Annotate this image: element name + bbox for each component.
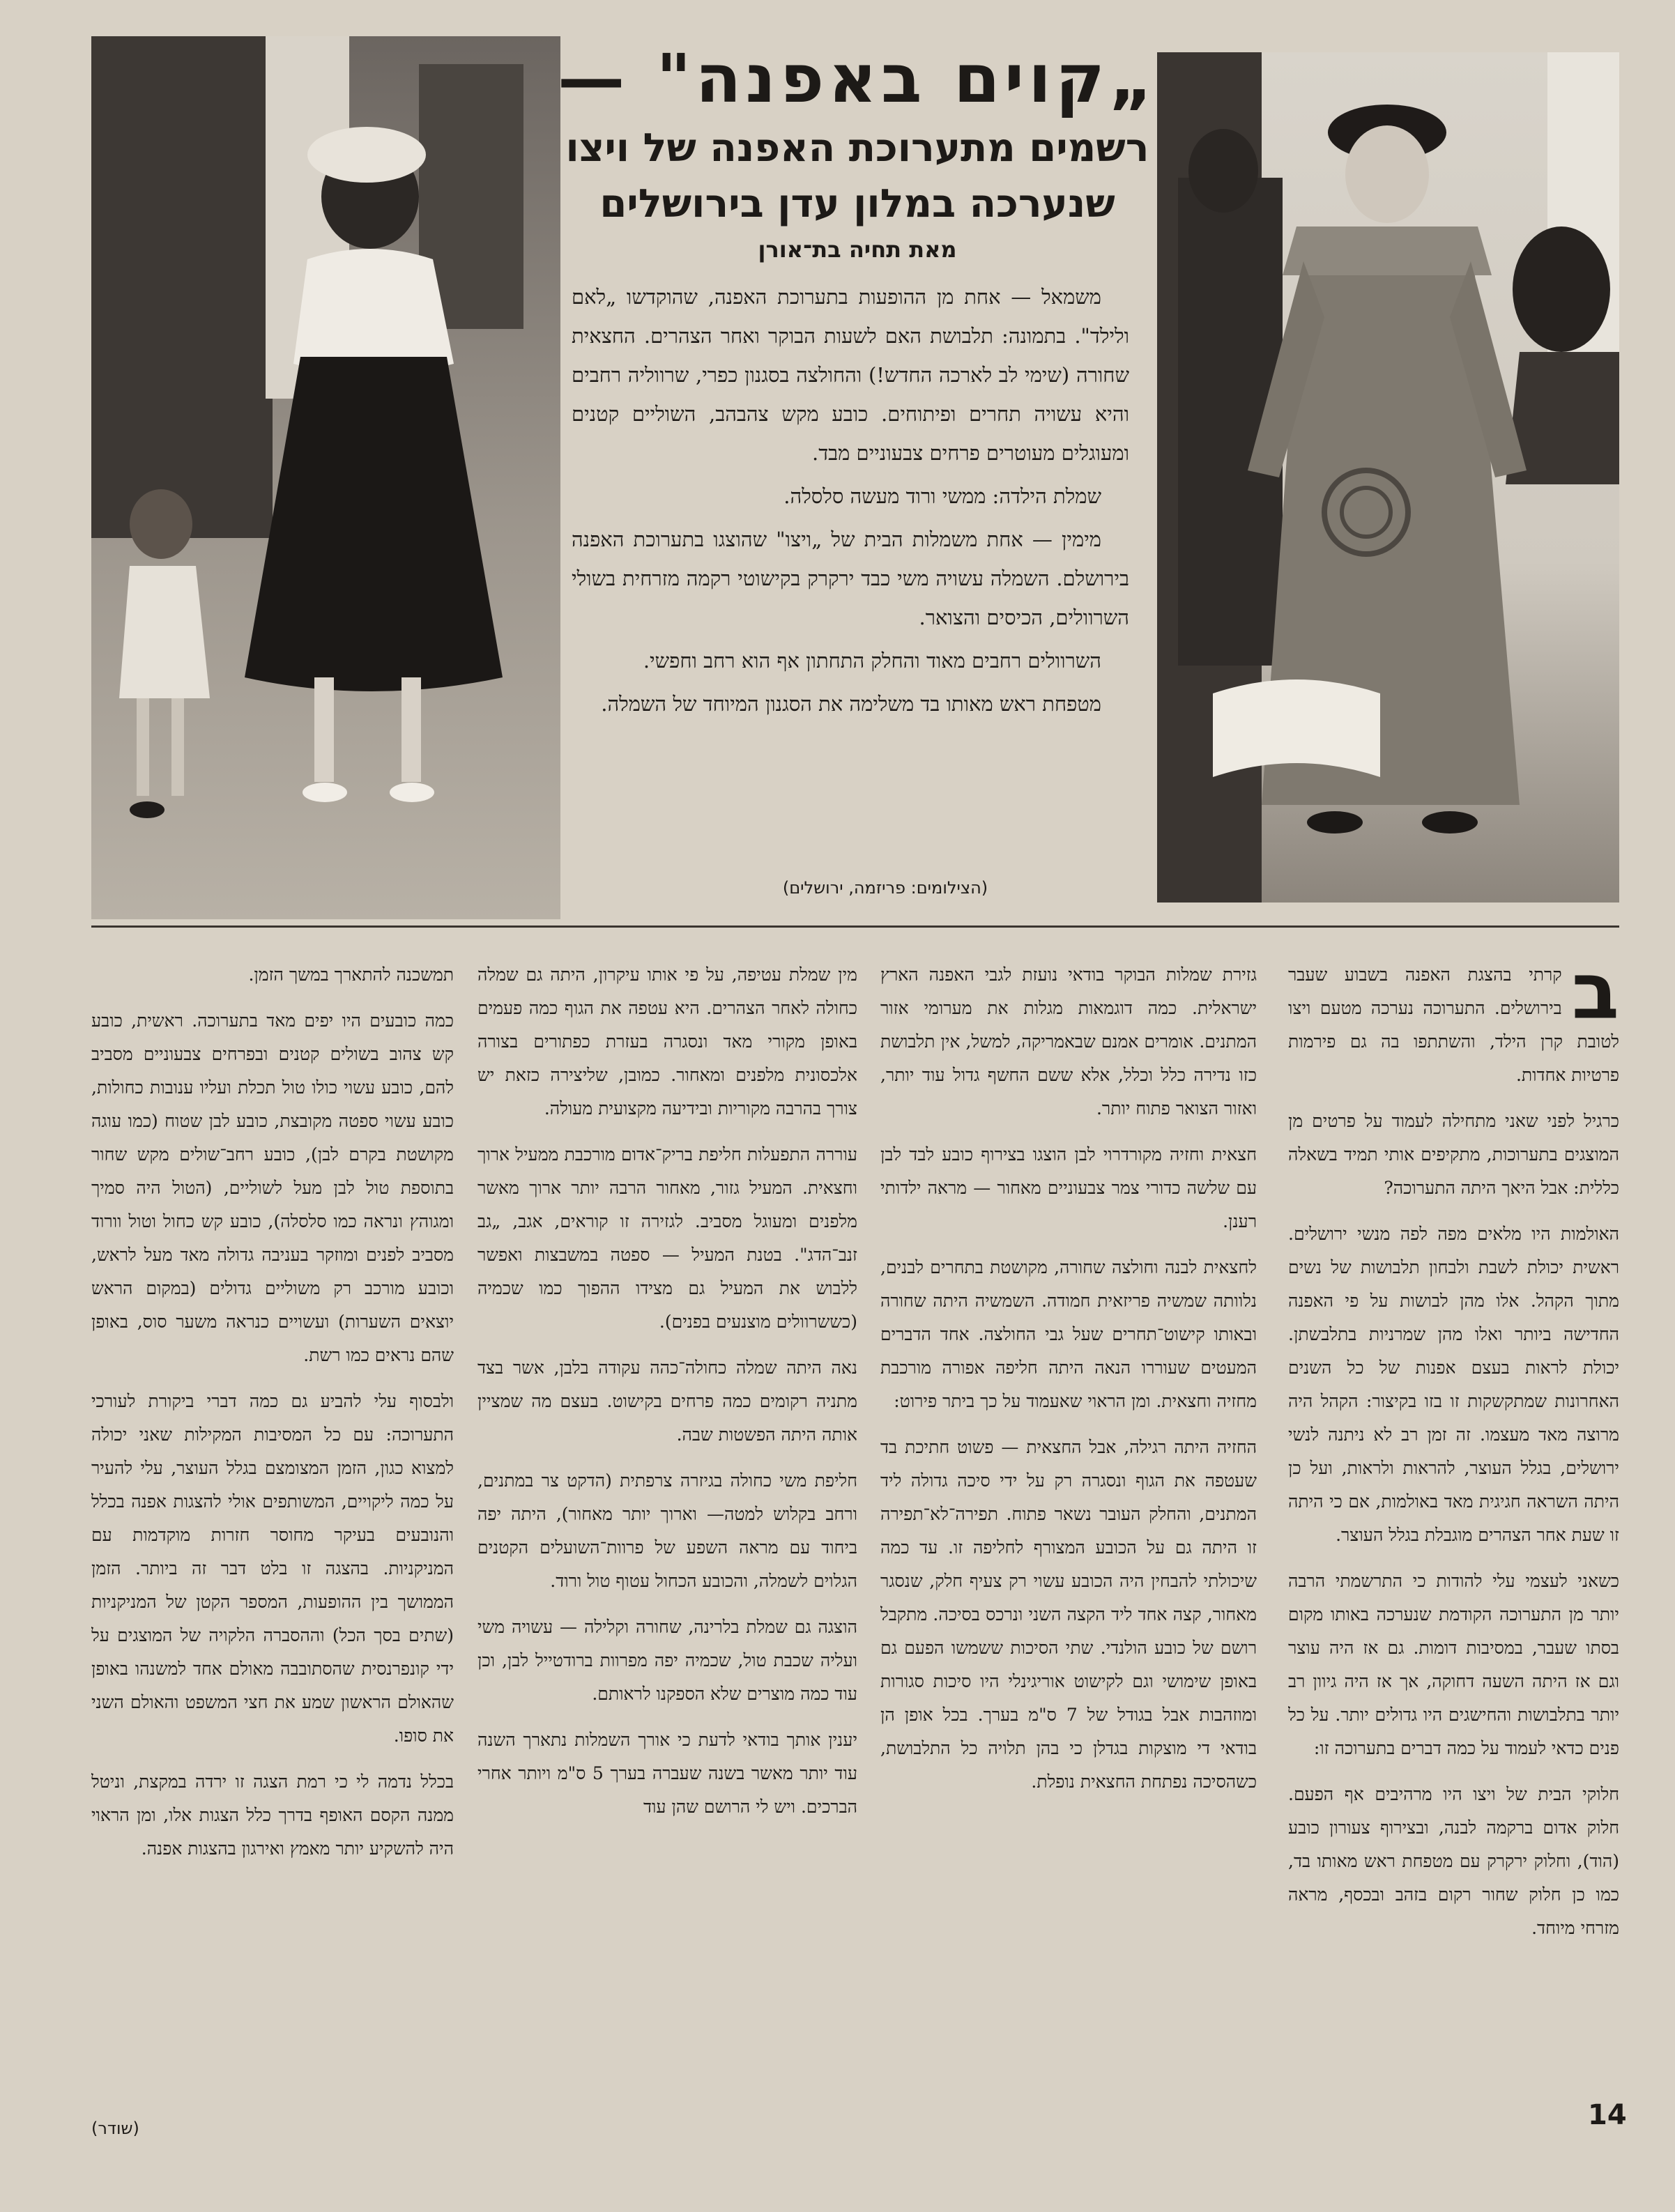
text-column-4 [91,958,454,2136]
body-paragraph: כמה כובעים היו יפים מאד בתערוכה. ראשית, כובע קש צהוב בשולים קטנים ובפרחים צבעוניים מסביב להם, כובע עשוי כולו טול תכלת ועליו ענובות כחולות, כובע עשוי ספטה מקובצת, כובע לבן שטוח (כמו עוגה מקושטת בקרם לבן), כובע רחב־שולים מקש שחור בתוספת טול לבן מעל לשוליים, (הטול היה סמיך ומגוהץ ונראה כמו סלסלה), כובע קש כחול וטול וורוד מסביב לפנים ומוזקר בעניבה גדולה מאד מעל לראש, וכובע מורכב רק משוליים גדולים (במקום הראש יוצאים השערות) ועשויים כנראה משער סוס, באופן שהם נראים כמו רשת. [91,1011,454,1365]
drop-cap: ב [1571,958,1619,1037]
body-paragraph: חליפת משי כחולה בגיזרה צרפתית (הדקט צר במתנים, ורחב בקלוש למטה— וארוך יותר מאחור), היתה יפה ביחוד עם מראה השפע של פרוות־השועלים הקטנים הגלוים לשמלה, והכובע הכחול עטוף טול ורוד. [477,1470,857,1591]
photo-credit: (הצילומים: פריזמה, ירושלים) [782,878,988,898]
photo-captions [572,277,1129,728]
article-subtitle-line-2: שנערכה במלון עדן בירושלים [599,181,1115,226]
text-column-1 [1288,958,1619,2136]
body-paragraph: חצאית וחזיה מקורדרוי לבן הוצגו בצירוף כובע לבד לבן עם שלשה כדורי צמר צבעוניים מאחור — מראה ילדותי רענן. [880,1144,1257,1231]
caption-paragraph: שמלת הילדה: ממשי ורוד מעשה סלסלה. [783,484,1101,508]
caption-paragraph: מימין — אחת משמלות הבית של „ויצו" שהוצגו בתערוכת האפנה בירושלם. השמלה עשויה משי כבד ירקרק בקישוטי רקמה מזרחית בשולי השרוולים, הכיסים והצואר. [572,528,1129,629]
body-paragraph: האולמות היו מלאים מפה לפה מנשי ירושלים. ראשית יכולת לשבת ולבחון תלבושות של נשים מתוך הקהל. אלו מהן לבושות על פי האפנה החדישה ביותר ואלו מהן שמרניות בתלבשתן. יכולת לראות בעצם אפנות של כל השנים האחרונות שמתקשקות זו בזו בקיצור: הקהל היה מרוצה מאד מעצמו. זה זמן רב לא ניתנה לנשי ירושלים, בגלל העוצר, להראות ולראות, ועל כן היתה השראה חגיגית מאד באולמות, אם כי היתה זו שעת אחר הצהרים מוגבלת בגלל העוצר. [1288,1224,1619,1545]
text-column-2 [880,958,1257,2136]
body-paragraph: החזיה היתה רגילה, אבל החצאית — פשוט חתיכת בד שעטפה את הגוף ונסגרה רק על ידי סיכה גדולה ליד המתנים, והחלק העובר נשאר פתוח. תפירה־לא־תפירה זו היתה גם על הכובע המצורף לחליפה זו. עד כמה שיכולתי להבחין היה הכובע עשוי רק צעיף חלק, שנסגר מאחור, קצה אחד ליד הקצה השני ונרכס בסיכה. מתקבל רושם של כובע הולנדי. שתי הסיכות ששמשו הפעם גם באופן שימושי וגם לקישוט אוריגינלי היו סיכות סגורות ומוזהבות אבל בגודל של 7 ס"מ בערך. בכל אופן הן בודאי די מוצקות בגדלן כי בהן תלויה כל התלבושת, כשהסיכה נפתחת החצאית נופלת. [880,1437,1257,1792]
body-paragraph: הוצגה גם שמלת בלרינה, שחורה וקלילה — עשויה משי ועליה שכבת טול, שכמיה יפה מפרוות ברודטייל לבן, וכן עוד כמה מוצרים שלא הספקנו לראותם. [477,1617,857,1704]
photo-mother-and-daughter-image [91,36,560,919]
section-divider [91,925,1619,928]
body-paragraph: תמשכנה להתארך במשך הזמן. [248,965,454,985]
photo-mother-and-daughter [91,36,560,919]
page-number: 14 [1588,2099,1627,2131]
body-paragraph: בכלל נדמה לי כי רמת הצגה זו ירדה במקצת, וניטל ממנה הקסם האופף בדרך כלל הצגות אלו, ומן הראוי היה להשקיע יותר מאמץ ואירגון בהצגות אפנה. [91,1772,454,1859]
article-header [551,40,1164,265]
article-title: „קוים באפנה" — [558,40,1157,118]
caption-paragraph: משמאל — אחת מן ההופעות בתערוכת האפנה, שהוקדשו „לאם ולילד". בתמונה: תלבושת האם לשעות הבוקר ואחר הצהרים. החצאית שחורה (שימי לב לארכה החדש!) והחולצה בסגנון כפרי, שרווליה רחבים והיא עשויה תחרים ופיתוחים. כובע מקש צהבהב, השוליים קטנים ומעוגלים מעוטרים פרחים צבעוניים מבד. [572,285,1129,465]
caption-paragraph: השרוולים רחבים מאוד והחלק התחתון אף הוא רחב וחפשי. [643,649,1101,673]
text-column-3 [477,958,857,2136]
article-signature: (שודר) [91,2119,139,2138]
photo-house-robe [1157,52,1619,903]
body-paragraph: נאה היתה שמלה כחולה־כהה עקודה בלבן, אשר בצד מתניה רקומים כמה פרחים בקישוט. בעצם מה שמציין אותה היתה הפשטות שבה. [477,1358,857,1445]
body-paragraph: ב קרתי בהצגת האפנה בשבוע שעבר בירושלים. התערוכה נערכה מטעם ויצו לטובת קרן הילד, והשתתפו בה גם פירמות פרטיות אחדות. [1288,958,1619,1085]
body-paragraph: מין שמלת עטיפה, על פי אותו עיקרון, היתה גם שמלה כחולה לאחר הצהרים. היא עטפה את הגוף כמה פעמים באופן מקורי מאד ונסגרה בעזרת כפתורים בצורה אלכסונית מלפנים ומאחור. כמובן, שליצירה כזאת יש צורך בהרבה מקוריות ובידיעה מקצועית מעולה. [477,965,857,1119]
caption-paragraph: מטפחת ראש מאותו בד משלימה את הסגנון המיוחד של השמלה. [601,692,1101,716]
body-paragraph: עוררה התפעלות חליפת בריק־אדום מורכבת ממעיל ארוך וחצאית. המעיל גזור, מאחור הרבה יותר ארוך מאשר מלפנים ומעוגל מסביב. לגזירה זו קוראים, אגב, „גב זנב־הדג". בטנת המעיל — ספטה במשבצות ואפשר ללבוש את המעיל גם מצידו ההפוך כמו שכמיה (כששרוולים מוצנעים בפנים). [477,1144,857,1332]
body-paragraph: כשאני לעצמי עלי להודות כי התרשמתי הרבה יותר מן התערוכה הקודמת שנערכה באותו מקום בסתו שעבר, במסיבות דומות. גם אז היה עוצר וגם אז היתה השעה דחוקה, אך אז היה גיוון רב יותר בתלבושות והחישגים היו גדולים יותר. על כל פנים כדאי לעמוד על כמה דברים בתערוכה זו: [1288,1571,1619,1758]
photo-house-robe-image [1157,52,1619,903]
body-paragraph: כרגיל לפני שאני מתחילה לעמוד על פרטים מן המוצגים בתערוכות, מתקיפים אותי תמיד בשאלה כללית: אבל היאך היתה התערוכה? [1288,1111,1619,1198]
body-paragraph: חלוקי הבית של ויצו היו מרהיבים אף הפעם. חלוק אדום ברקמה לבנה, ובצירוף צעורון כובע (הוד), וחלוק ירקרק עם מטפחת ראש מאותו בד, כמו כן חלוק שחור רקום בזהב ובכסף, מראה מזרחי מיוחד. [1288,1784,1619,1938]
body-paragraph: ולבסוף עלי להביע גם כמה דברי ביקורת לעורכי התערוכה: עם כל המסיבות המקילות שאני יכולה למצוא כגון, הזמן המצומצם בגלל העוצר, עלי להעיר על כמה ליקויים, המשותפים אולי להצגות אפנה בכלל והנובעים בעיקר מחוסר חזרות מוקדמות עם המניקניות. בהצגה זו בלט דבר זה ביותר. הזמן הממושך בין ההופעות, המספר הקטן של המניקניות (שתים בסך הכל) וההסברה הלקויה של המוצגים על ידי קונפרנסית שהסתובבה מאולם אחד למשנהו באופן שהאולם הראשון שמע את חצי המשפט והאולם השני את סופו. [91,1391,454,1746]
body-paragraph: גזירת שמלות הבוקר בודאי נועזת לגבי האפנה הארץ ישראלית. כמה דוגמאות מגלות את מערומי אזור המתנים. אומרים אמנם שבאמריקה, למשל, אין תלבושת כזו נדירה כלל וכלל, אלא ששם החשף גדול עוד יותר, ואזור הצואר פתוח יותר. [880,965,1257,1119]
article-byline: מאת תחיה בת־אורן [758,236,957,263]
body-paragraph: לחצאית לבנה וחולצה שחורה, מקושטת בתחרים לבנים, נלוותה שמשיה פריזאית חמודה. השמשיה היתה שחורה ובאותו קישוט־תחרים שעל גבי החולצה. אחד הדברים המעטים שעוררו הנאה היתה חליפה אפורה מורכבת מחזיה וחצאית. ומן הראוי שאעמוד על כך ביתר פירוט: [880,1257,1257,1411]
body-paragraph: יענין אותך בודאי לדעת כי אורך השמלות נתארך השנה עוד יותר מאשר בשנה שעברה בערך 5 ס"מ ויותר אחרי הברכים. ויש לי הרושם שהן עוד [477,1730,857,1817]
article-subtitle-line-1: רשמים מתערוכת האפנה של ויצו [565,125,1149,171]
